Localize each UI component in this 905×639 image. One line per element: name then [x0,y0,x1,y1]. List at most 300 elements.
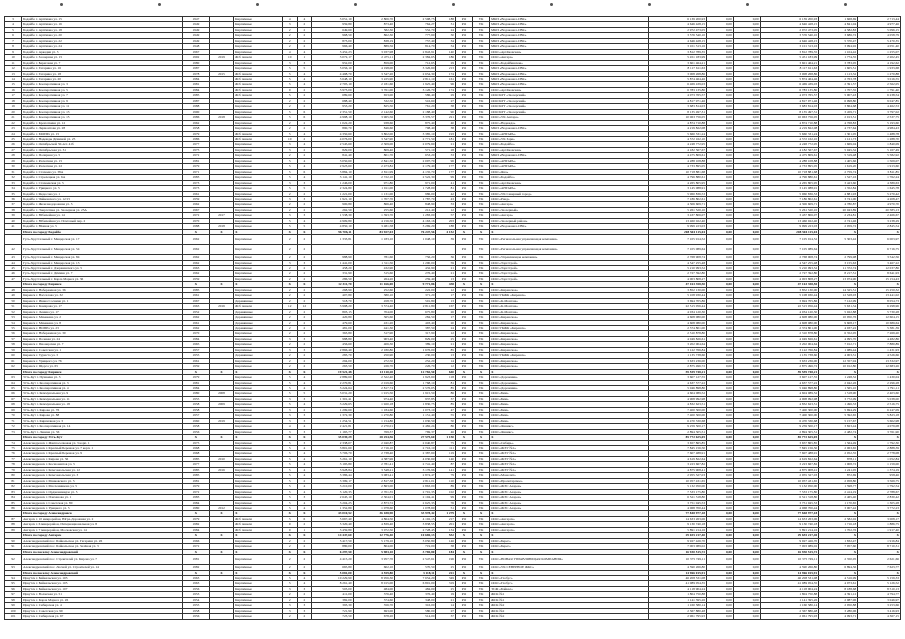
table-cell: 3 223 667,82 [760,462,819,467]
table-cell: 59 [5,347,22,352]
table-cell: 2 738,40 [353,451,394,456]
table-cell: ООО «К-Монтаж» [490,298,648,303]
table-cell: 3 864,68 [819,104,858,109]
table-cell: УК [473,17,490,22]
table-cell: Киренск г. Советская ул. 1 [22,347,183,352]
table-cell: 9 130 740,18 [648,522,707,527]
table-cell: 3 051,10 [312,17,353,22]
table-cell: 1959 [182,364,209,369]
table-cell: 2 811,10 [395,76,436,81]
table-cell: X [473,570,490,575]
table-cell: 111 [436,445,456,450]
table-cell: Кирпичные [234,224,283,229]
table-cell: 3 772,09 [819,396,858,401]
table-cell: 2 [282,309,297,314]
table-cell: 3 994,92 [819,44,858,49]
table-cell: 1949 [182,27,209,32]
table-cell: 1962 [182,255,209,260]
border-dot [452,3,455,6]
table-cell: 2 [297,522,312,527]
table-cell: 3 [297,495,312,500]
table-cell: 5 [282,440,297,445]
table-cell: 959,80 [312,22,353,27]
table-cell: РО [455,224,472,229]
table-cell: 1975 [182,147,209,152]
table-cell: 262,50 [312,207,353,212]
table-cell: 0,00 [733,235,760,245]
table-cell: Киренск г. Урицкого ул. 76 [22,358,183,363]
table-cell: 4 984,43 [858,126,901,131]
table-cell: 2 [282,565,297,570]
table-cell: 1972 [182,213,209,218]
table-cell: 0,00 [707,33,734,38]
table-cell: 263,50 [312,364,353,369]
table-cell: 6 [297,115,312,120]
table-cell: 798,40 [395,126,436,131]
table-cell: УК [473,614,490,619]
table-cell: 4 [297,386,312,391]
table-cell: Гусь-Хрустальный г. Мещерская ул. 84 [22,255,183,260]
table-cell: 41 089 054,35 [760,581,819,586]
table-cell: Бодайбо г. Гагарина ул. 18 [22,71,183,76]
table-cell: 3 326,60 [395,66,436,71]
table-cell: Бодайбо г. Стахеевская ул. 5 [22,180,183,185]
table-cell: 85 [436,386,456,391]
table-cell: УК [473,293,490,298]
table-cell: 1962 [182,271,209,276]
table-cell: 21 [5,115,22,120]
table-cell: 3 037,98 [353,49,394,54]
table-cell: 9 999 223,03 [648,224,707,229]
table-cell: УК [473,169,490,174]
table-cell: 0,00 [733,326,760,331]
table-cell: 0,00 [733,186,760,191]
table-cell: 0,00 [733,207,760,212]
table-cell: 1958 [182,126,209,131]
table-cell: 838,19 [353,38,394,43]
table-cell: 74 [5,440,22,445]
table-cell: УК [473,527,490,532]
table-cell: Бодайбо г. Раскатная ул. 15 [22,158,183,163]
table-cell: 3 694 705,86 [760,298,819,303]
table-cell: 4 733 895,05 [648,164,707,169]
table-cell: Бодайбо г. Кропоткина ул. 12 [22,120,183,125]
table-cell: 5 261 520,10 [760,207,819,212]
table-cell: 294,00 [312,358,353,363]
table-cell: 3 648,10 [312,76,353,81]
table-cell: 7 533 175,80 [648,489,707,494]
table-cell: 2 [282,326,297,331]
table-cell: ООО «Бим» [490,402,648,407]
table-cell: Бодайбо г. Кооперативная ул. 13 [22,109,183,114]
table-cell: РО [455,407,472,412]
table-cell: 0,00 [733,592,760,597]
table-cell: 10 063 756,05 [760,115,819,120]
table-cell: 2 079,60 [395,142,436,147]
table-cell: РО [455,136,472,141]
table-cell: 0,00 [707,109,734,114]
table-cell: 0,00 [707,271,734,276]
table-cell: 10 057 431,65 [760,478,819,483]
table-cell: 0,00 [733,418,760,423]
table-cell [395,245,436,255]
table-cell: 47 [5,276,22,281]
table-cell: Бодайбо г. Артёмова ул. 20 [22,33,183,38]
table-cell: 10 375 749,11 [760,555,819,565]
table-cell: 532,50 [353,98,394,103]
table-cell: 2018 [209,115,233,120]
table-cell: Бодайбо г. Артёмова ул. 22 [22,38,183,43]
table-cell: 1 030,50 [395,418,436,423]
table-cell: УК [473,49,490,54]
table-cell: Бодайбо г. Гагарина ул. 16 [22,66,183,71]
table-cell: 0,00 [707,320,734,325]
table-cell: 10 063 756,05 [648,115,707,120]
table-cell: 2 [282,104,297,109]
table-cell: 803,15 [312,309,353,314]
table-cell: 2 482,24 [395,424,436,429]
table-cell: 0,00 [707,505,734,510]
table-cell: 1 131,00 [353,191,394,196]
table-cell: 1 183,10 [353,235,394,245]
table-cell: 2 863,00 [395,484,436,489]
table-cell: 20 [5,109,22,114]
table-cell: X [234,229,283,234]
table-cell: 2 759,74 [819,169,858,174]
table-cell: Кирпичные [234,109,283,114]
table-cell: 4 608 080,00 [648,315,707,320]
table-cell: УК [473,586,490,591]
table-cell: 2 [297,22,312,27]
table-cell: 0,00 [733,245,760,255]
table-cell: 4 076,00 [312,136,353,141]
table-cell: 1984 [182,336,209,341]
table-cell: 50 [436,418,456,423]
table-cell: УК [473,22,490,27]
table-cell: 9 047,85 [858,98,901,103]
table-cell: Гусь-Хрустальный г. Мещерская ул. 17 [22,235,183,245]
table-cell: 208 504 115,04 [760,229,819,234]
table-cell: 1987 [182,98,209,103]
table-cell: ООО УКЖК «Киренск» [490,293,648,298]
table-cell: 2 374 801,00 [760,326,819,331]
table-cell: 3 [297,603,312,608]
table-cell: Кирпичные [234,614,283,619]
table-cell: 4 049 826,61 [648,336,707,341]
table-cell: 17 [436,315,456,320]
table-cell: 5 [282,478,297,483]
table-cell: РО [455,131,472,136]
table-cell: 3 797,02 [858,109,901,114]
table-cell: 5 [297,66,312,71]
table-cell: 5 370,47 [819,38,858,43]
table-cell: 4 163,16 [395,218,436,223]
table-cell: 17 [436,293,456,298]
table-cell: 5 [282,467,297,472]
table-cell: 1992 [182,55,209,60]
table-cell: 0,00 [707,603,734,608]
table-cell: X [473,369,490,374]
table-cell: X [473,282,490,287]
table-cell: X [234,570,283,575]
table-cell: 0,00 [733,120,760,125]
table-cell: РО [455,38,472,43]
table-cell: 4 [282,49,297,54]
table-cell: 4 841,04 [819,22,858,27]
table-cell: РО [455,581,472,586]
table-cell: Бодайбо г. Кооперативная ул. 9 [22,98,183,103]
table-cell: РО [455,565,472,570]
table-cell: ООО «Управляющая компания» [490,255,648,260]
table-cell: МКП «Водоканал-СВК» [490,33,648,38]
table-cell: 0,00 [733,516,760,521]
table-cell: 1984 [182,527,209,532]
table-cell: УК [473,304,490,309]
table-cell: 8 188,68 [819,586,858,591]
table-cell: 0,00 [707,358,734,363]
table-cell: 5 381,39 [858,326,901,331]
table-cell: 2 817,38 [353,478,394,483]
table-cell: 2 [297,33,312,38]
table-cell: 7 105 914,52 [760,235,819,245]
table-cell: 0,00 [707,180,734,185]
table-cell: 5 159,33 [858,575,901,580]
table-cell: 20 [436,320,456,325]
table-cell: 0,00 [733,213,760,218]
table-cell: Кирпичные [234,196,283,201]
table-cell: 0,00 [707,570,734,575]
table-cell: 4 547 255,48 [760,260,819,265]
table-cell: 873,40 [353,22,394,27]
table-cell: 213 [436,66,456,71]
table-cell: 3 016,55 [858,76,901,81]
table-cell: 84 [5,495,22,500]
table-cell: 0,00 [733,586,760,591]
table-cell: 85 772 625,05 [760,435,819,440]
table-cell: 873,00 [312,38,353,43]
table-cell: X [209,570,233,575]
table-cell: 804,00 [353,544,394,549]
table-cell: 0,00 [733,147,760,152]
table-cell: РО [455,115,472,120]
table-cell: 2 [297,98,312,103]
table-cell: 0,00 [733,375,760,380]
table-cell: РО [455,153,472,158]
table-cell: Кирпичные [234,115,283,120]
table-cell: 317,90 [395,331,436,336]
table-cell: УК [473,180,490,185]
table-cell: 1967 [182,49,209,54]
table-cell: 0,00 [733,76,760,81]
table-cell: 0,00 [707,293,734,298]
table-cell: 0,00 [707,298,734,303]
table-cell: 14 [5,76,22,81]
table-cell: Кирпичные [234,347,283,352]
table-cell: 1977 [182,462,209,467]
table-cell: 0,00 [707,369,734,374]
table-cell: 678,20 [353,614,394,619]
table-cell: 5 [282,158,297,163]
table-cell: УК [473,315,490,320]
table-cell: 382,00 [312,597,353,602]
table-cell: 0,00 [707,336,734,341]
table-cell: ООО «Бим» [490,413,648,418]
table-cell: 3 176,96 [395,467,436,472]
table-cell: 3 141,10 [312,175,353,180]
table-cell: 479,60 [312,320,353,325]
table-cell: 5 [282,93,297,98]
table-cell: ООО «Ангарск» [490,522,648,527]
table-cell: 4 073 765,57 [760,93,819,98]
table-cell: 3 [297,196,312,201]
table-cell: 2 771,50 [395,136,436,141]
table-cell: 0,00 [733,495,760,500]
table-cell: Кирпичные [234,597,283,602]
table-cell: 7 400 300,00 [648,407,707,412]
table-cell: 4 817 971,46 [648,98,707,103]
table-cell: РО [455,489,472,494]
table-cell: 8 510,13 [858,586,901,591]
table-cell: 4 [297,500,312,505]
table-cell: Итого по поселку Александровский [22,570,183,575]
table-cell: УК [473,413,490,418]
table-cell: Киренск г. Набережная ул. 30 [22,331,183,336]
table-cell: МКП «Водоканал-СВК» [490,82,648,87]
table-cell: 2 180,80 [353,347,394,352]
table-cell: Кирпичные [234,603,283,608]
table-cell: 1 184,60 [353,407,394,412]
table-cell: 2 713,44 [858,17,901,22]
table-cell: 2 701,35 [353,489,394,494]
table-cell: 10 669,13 [395,533,436,538]
table-cell: 8 710,31 [858,544,901,549]
table-cell: 1 762,24 [858,175,901,180]
table-cell: РО [455,358,472,363]
table-cell: X [182,369,209,374]
table-cell: 484,00 [353,586,394,591]
table-cell: 77 848 977,18 [760,511,819,516]
table-cell: Кирпичные [234,375,283,380]
table-cell: 5 132 050,00 [760,484,819,489]
table-cell: 484,00 [395,586,436,591]
table-cell: 514,00 [395,614,436,619]
table-cell: ООО «ЖЭУ №1» [490,445,648,450]
table-cell: УК [473,120,490,125]
table-cell: 4 908 992,98 [760,396,819,401]
table-cell: 5 451 183,99 [760,55,819,60]
table-cell: 688,40 [312,98,353,103]
top-border-strip [0,0,905,12]
table-cell: 7 400 300,00 [760,413,819,418]
table-cell: 1961 [182,320,209,325]
table-cell: УК [473,38,490,43]
table-cell: 25 [436,586,456,591]
table-cell: 226,70 [353,364,394,369]
table-cell: 4 619 822,64 [648,456,707,461]
table-cell: ООО «Торгстрой» [490,271,648,276]
table-cell: 781,60 [353,255,394,260]
table-cell: 1 165,77 [312,429,353,434]
table-cell: Гусь-Хрустальный г. Дзержинского ул. 5 [22,266,183,271]
table-cell: 0,00 [733,565,760,570]
table-cell: 2 [297,255,312,260]
table-cell: 4 034 120,30 [648,309,707,314]
table-cell: X [209,369,233,374]
table-cell: 62 [5,364,22,369]
table-cell: 5 210 993,52 [648,266,707,271]
table-cell: X [209,549,233,554]
table-cell: 13 110,20 [353,369,394,374]
table-cell: 2 [282,126,297,131]
table-cell: 4 832 623,51 [760,402,819,407]
table-cell: 2 [297,136,312,141]
table-cell: 3 423,60 [819,180,858,185]
table-cell: 2 [297,87,312,92]
table-cell: 2 [297,320,312,325]
table-cell: 2 799,98 [819,255,858,260]
table-cell: ООО КРТ «Заозерский» [490,104,648,109]
table-cell: РО [455,527,472,532]
table-cell: 2 [297,266,312,271]
table-cell: 99 [5,603,22,608]
table-cell: 89 [5,527,22,532]
table-cell: Иркутск г. Байкальская ул. 107 [22,586,183,591]
table-cell: ООО «ЖЭС Азаров» [490,505,648,510]
table-cell: РО [455,98,472,103]
table-cell: 59 559 748,21 [760,369,819,374]
table-cell: 1 159,00 [858,462,901,467]
table-cell: 0,00 [733,478,760,483]
table-cell: 1 270,80 [353,413,394,418]
table-cell: Бодайбо г. Октябрьской 50-лет. 41б [22,142,183,147]
table-cell: Бодайбо г. Артёмова ул. 16 [22,22,183,27]
table-cell: ООО «Берег» [490,538,648,543]
table-cell: 848,90 [395,202,436,207]
register-sheet [4,16,901,636]
table-row [5,235,901,245]
table-cell: Кирпичные [234,386,283,391]
table-cell: 829,00 [312,147,353,152]
table-cell: 5 [282,495,297,500]
table-cell: 1983 [182,495,209,500]
table-cell: 3 [282,429,297,434]
table-cell: 0,00 [707,22,734,27]
table-cell: 1958 [182,608,209,613]
table-cell: 2 722,10 [353,175,394,180]
table-cell: УК [473,266,490,271]
table-cell: Кирпичные [234,66,283,71]
table-cell: 4 [297,445,312,450]
table-cell: Кирпичные [234,565,283,570]
table-cell: 3 [5,17,22,22]
table-cell: Кирпичные [234,126,283,131]
table-cell: 4 590 266,80 [648,565,707,570]
table-cell: 2 [297,126,312,131]
table-cell: Бодайбо г. Артёмова ул. 15 [22,17,183,22]
table-cell: Кирпичные [234,445,283,450]
table-cell: 2 [297,207,312,212]
table-cell: Кирпичные [234,538,283,543]
table-cell: РО [455,424,472,429]
table-cell: РО [455,191,472,196]
table-cell: ООО «Киренское» [490,315,648,320]
table-cell: 5 [282,516,297,521]
table-cell: 4 079,08 [858,424,901,429]
table-cell: 12 528,03 [819,293,858,298]
table-cell: Кирпичные [234,555,283,565]
table-cell: 188 [436,224,456,229]
table-cell: 5 [282,131,297,136]
